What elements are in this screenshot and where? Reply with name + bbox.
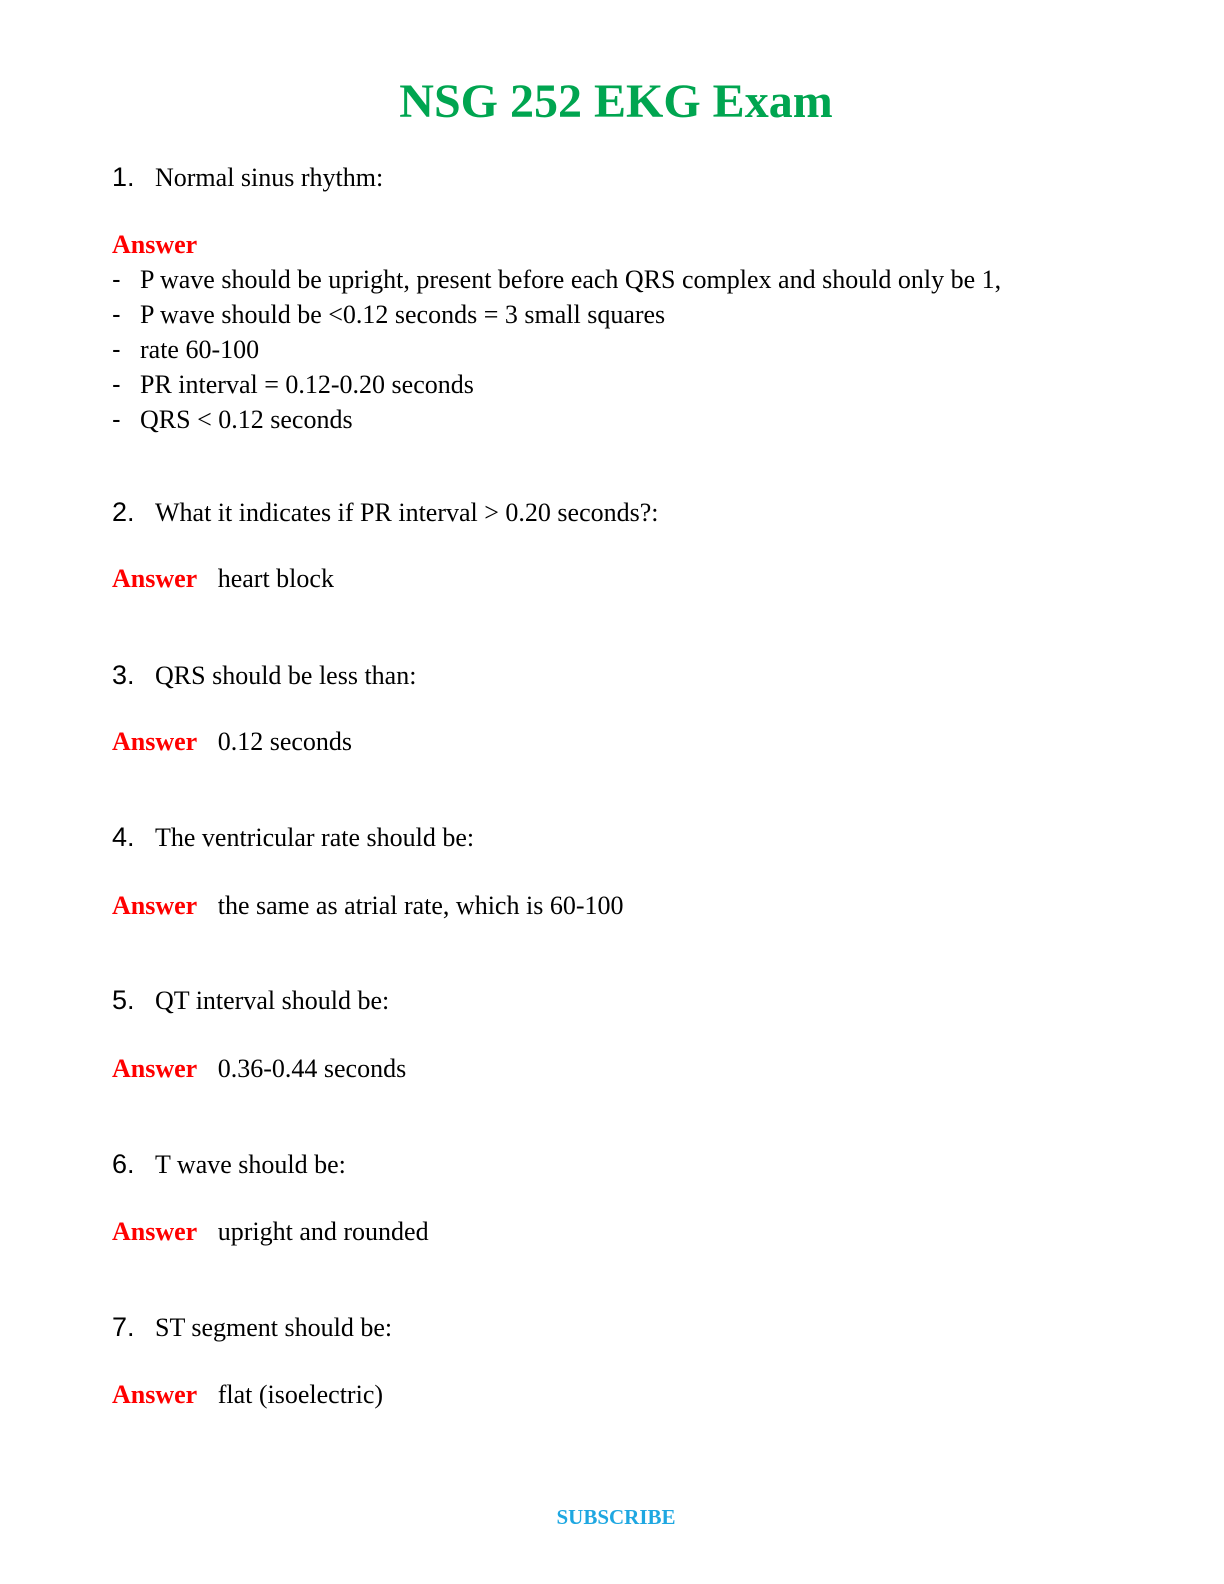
answer-7 [112,1378,383,1412]
bullet-text: QRS < 0.12 seconds [140,405,353,434]
question-5 [112,985,389,1025]
question-6 [112,1149,346,1189]
question-number: 7. [112,1312,135,1342]
answer-text: upright and rounded [217,1217,429,1246]
question-3 [112,660,416,700]
answer-label: Answer [112,891,198,920]
answer-label: Answer [112,564,198,593]
question-number: 4. [112,822,135,852]
question-2 [112,497,659,537]
list-item [112,367,1001,401]
answer-text: 0.12 seconds [217,727,353,756]
answer-4 [112,889,623,923]
question-text: ST segment should be: [155,1313,393,1342]
bullet-text: PR interval = 0.12-0.20 seconds [140,370,474,399]
question-number: 1. [112,162,135,192]
subscribe-link[interactable]: SUBSCRIBE [556,1505,676,1529]
question-text: T wave should be: [155,1150,346,1179]
dash-bullet: - [112,404,121,434]
list-item [112,332,1001,366]
dash-bullet: - [112,369,121,399]
document-title: NSG 252 EKG Exam [399,75,833,128]
answer-6 [112,1215,429,1249]
answer-label: Answer [112,230,198,259]
question-1 [112,162,383,202]
dash-bullet: - [112,299,121,329]
answer-text: 0.36-0.44 seconds [217,1054,407,1083]
question-text: What it indicates if PR interval > 0.20 seconds?: [155,498,659,527]
answer-text: flat (isoelectric) [217,1380,384,1409]
answer-1 [112,228,211,262]
bullet-text: P wave should be upright, present before each QRS complex and should only be 1, [140,265,1002,294]
bullet-text: P wave should be <0.12 seconds = 3 small squares [140,300,666,329]
question-number: 2. [112,497,135,527]
list-item [112,262,1001,296]
question-number: 3. [112,660,135,690]
list-item [112,297,1001,331]
answer-3 [112,725,352,759]
question-4 [112,822,474,862]
question-number: 5. [112,985,135,1015]
bullet-text: rate 60-100 [140,335,260,364]
question-7 [112,1312,392,1352]
dash-bullet: - [112,264,121,294]
answer-5 [112,1052,406,1086]
question-text: The ventricular rate should be: [155,823,475,852]
question-text: Normal sinus rhythm: [155,163,384,192]
answer-label: Answer [112,1054,198,1083]
answer-text: heart block [217,564,334,593]
answer-1-bullet-list [112,262,1001,437]
dash-bullet: - [112,334,121,364]
answer-label: Answer [112,1217,198,1246]
question-number: 6. [112,1149,135,1179]
answer-2 [112,562,334,596]
question-text: QT interval should be: [155,986,390,1015]
answer-text: the same as atrial rate, which is 60-100 [217,891,624,920]
answer-label: Answer [112,1380,198,1409]
list-item [112,402,1001,436]
answer-label: Answer [112,727,198,756]
question-text: QRS should be less than: [155,661,417,690]
